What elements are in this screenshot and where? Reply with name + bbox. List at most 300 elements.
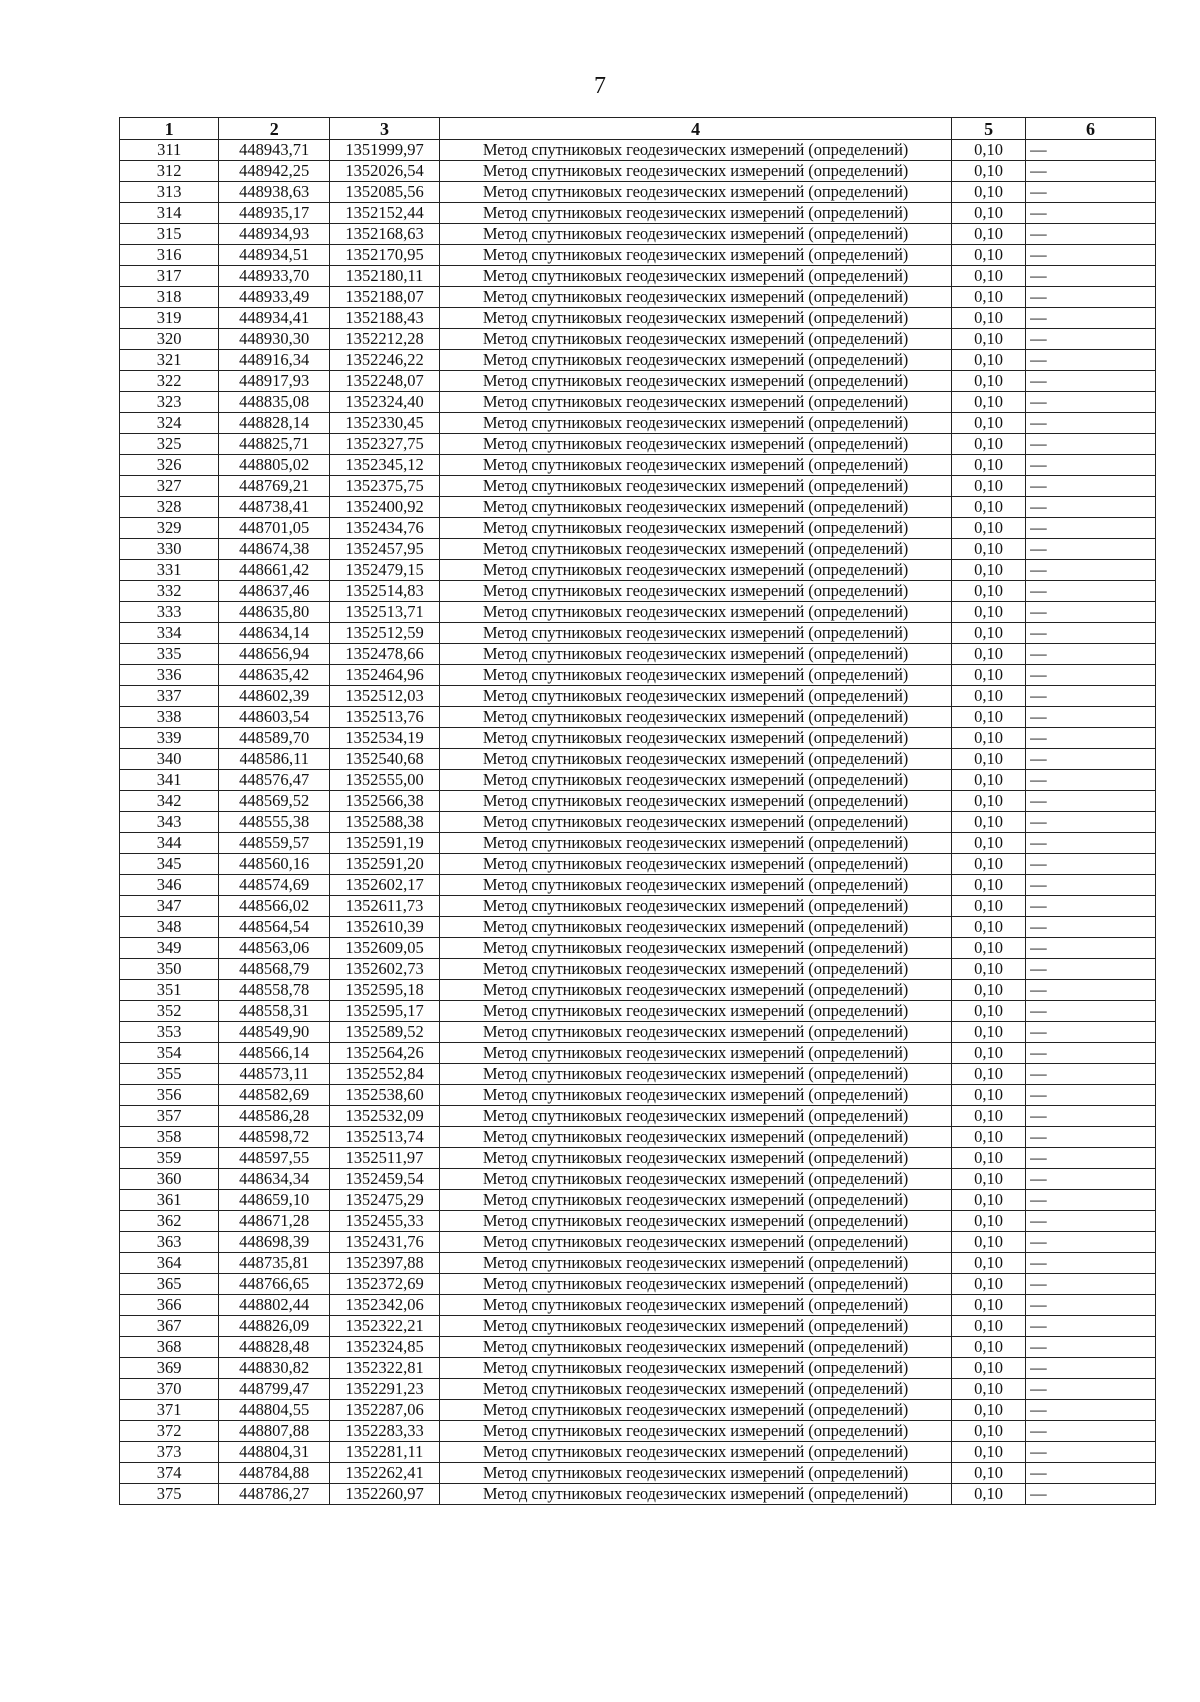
point-number-cell: 343 — [120, 812, 219, 833]
note-cell: — — [1026, 1274, 1156, 1295]
table-row — [120, 770, 1156, 791]
table-row — [120, 854, 1156, 875]
point-number-cell: 315 — [120, 224, 219, 245]
method-cell: Метод спутниковых геодезических измерений (определений) — [439, 1274, 951, 1295]
accuracy-cell: 0,10 — [952, 959, 1026, 980]
method-cell: Метод спутниковых геодезических измерений (определений) — [439, 1379, 951, 1400]
note-cell: — — [1026, 1442, 1156, 1463]
point-number-cell: 356 — [120, 1085, 219, 1106]
header-col-5: 5 — [952, 118, 1026, 140]
coordinates-table — [119, 117, 1156, 1505]
note-cell: — — [1026, 266, 1156, 287]
accuracy-cell: 0,10 — [952, 1127, 1026, 1148]
accuracy-cell: 0,10 — [952, 392, 1026, 413]
accuracy-cell: 0,10 — [952, 896, 1026, 917]
point-number-cell: 313 — [120, 182, 219, 203]
point-number-cell: 366 — [120, 1295, 219, 1316]
accuracy-cell: 0,10 — [952, 518, 1026, 539]
accuracy-cell: 0,10 — [952, 308, 1026, 329]
x-coordinate-cell: 448825,71 — [219, 434, 330, 455]
x-coordinate-cell: 448598,72 — [219, 1127, 330, 1148]
note-cell: — — [1026, 329, 1156, 350]
method-cell: Метод спутниковых геодезических измерений (определений) — [439, 1442, 951, 1463]
method-cell: Метод спутниковых геодезических измерений (определений) — [439, 665, 951, 686]
header-col-6: 6 — [1026, 118, 1156, 140]
note-cell: — — [1026, 560, 1156, 581]
accuracy-cell: 0,10 — [952, 1022, 1026, 1043]
y-coordinate-cell: 1352475,29 — [330, 1190, 440, 1211]
note-cell: — — [1026, 1001, 1156, 1022]
accuracy-cell: 0,10 — [952, 476, 1026, 497]
note-cell: — — [1026, 182, 1156, 203]
note-cell: — — [1026, 1421, 1156, 1442]
y-coordinate-cell: 1352479,15 — [330, 560, 440, 581]
point-number-cell: 360 — [120, 1169, 219, 1190]
table-row — [120, 413, 1156, 434]
accuracy-cell: 0,10 — [952, 686, 1026, 707]
note-cell: — — [1026, 728, 1156, 749]
x-coordinate-cell: 448563,06 — [219, 938, 330, 959]
x-coordinate-cell: 448933,49 — [219, 287, 330, 308]
point-number-cell: 351 — [120, 980, 219, 1001]
x-coordinate-cell: 448661,42 — [219, 560, 330, 581]
accuracy-cell: 0,10 — [952, 266, 1026, 287]
accuracy-cell: 0,10 — [952, 140, 1026, 161]
table-row — [120, 1316, 1156, 1337]
x-coordinate-cell: 448738,41 — [219, 497, 330, 518]
accuracy-cell: 0,10 — [952, 854, 1026, 875]
note-cell: — — [1026, 854, 1156, 875]
method-cell: Метод спутниковых геодезических измерений (определений) — [439, 518, 951, 539]
y-coordinate-cell: 1352564,26 — [330, 1043, 440, 1064]
point-number-cell: 353 — [120, 1022, 219, 1043]
method-cell: Метод спутниковых геодезических измерений (определений) — [439, 224, 951, 245]
accuracy-cell: 0,10 — [952, 560, 1026, 581]
method-cell: Метод спутниковых геодезических измерений (определений) — [439, 1085, 951, 1106]
table-row — [120, 518, 1156, 539]
accuracy-cell: 0,10 — [952, 644, 1026, 665]
accuracy-cell: 0,10 — [952, 1484, 1026, 1505]
accuracy-cell: 0,10 — [952, 1316, 1026, 1337]
x-coordinate-cell: 448555,38 — [219, 812, 330, 833]
y-coordinate-cell: 1352532,09 — [330, 1106, 440, 1127]
y-coordinate-cell: 1352511,97 — [330, 1148, 440, 1169]
y-coordinate-cell: 1352591,20 — [330, 854, 440, 875]
table-header — [120, 118, 1156, 140]
y-coordinate-cell: 1352324,40 — [330, 392, 440, 413]
method-cell: Метод спутниковых геодезических измерений (определений) — [439, 959, 951, 980]
table-row — [120, 938, 1156, 959]
accuracy-cell: 0,10 — [952, 770, 1026, 791]
x-coordinate-cell: 448804,55 — [219, 1400, 330, 1421]
table-row — [120, 1085, 1156, 1106]
accuracy-cell: 0,10 — [952, 245, 1026, 266]
point-number-cell: 338 — [120, 707, 219, 728]
accuracy-cell: 0,10 — [952, 1253, 1026, 1274]
y-coordinate-cell: 1352291,23 — [330, 1379, 440, 1400]
note-cell: — — [1026, 896, 1156, 917]
table-row — [120, 140, 1156, 161]
x-coordinate-cell: 448597,55 — [219, 1148, 330, 1169]
table-row — [120, 581, 1156, 602]
x-coordinate-cell: 448558,31 — [219, 1001, 330, 1022]
table-row — [120, 455, 1156, 476]
x-coordinate-cell: 448799,47 — [219, 1379, 330, 1400]
y-coordinate-cell: 1352180,11 — [330, 266, 440, 287]
point-number-cell: 333 — [120, 602, 219, 623]
accuracy-cell: 0,10 — [952, 497, 1026, 518]
method-cell: Метод спутниковых геодезических измерений (определений) — [439, 1211, 951, 1232]
x-coordinate-cell: 448942,25 — [219, 161, 330, 182]
method-cell: Метод спутниковых геодезических измерений (определений) — [439, 1169, 951, 1190]
table-row — [120, 161, 1156, 182]
point-number-cell: 336 — [120, 665, 219, 686]
table-row — [120, 896, 1156, 917]
method-cell: Метод спутниковых геодезических измерений (определений) — [439, 749, 951, 770]
method-cell: Метод спутниковых геодезических измерений (определений) — [439, 476, 951, 497]
accuracy-cell: 0,10 — [952, 602, 1026, 623]
table-row — [120, 749, 1156, 770]
accuracy-cell: 0,10 — [952, 1337, 1026, 1358]
note-cell: — — [1026, 413, 1156, 434]
y-coordinate-cell: 1352260,97 — [330, 1484, 440, 1505]
table-row — [120, 707, 1156, 728]
table-row — [120, 1127, 1156, 1148]
method-cell: Метод спутниковых геодезических измерений (определений) — [439, 308, 951, 329]
method-cell: Метод спутниковых геодезических измерений (определений) — [439, 539, 951, 560]
method-cell: Метод спутниковых геодезических измерений (определений) — [439, 182, 951, 203]
accuracy-cell: 0,10 — [952, 224, 1026, 245]
point-number-cell: 364 — [120, 1253, 219, 1274]
point-number-cell: 318 — [120, 287, 219, 308]
method-cell: Метод спутниковых геодезических измерений (определений) — [439, 371, 951, 392]
point-number-cell: 324 — [120, 413, 219, 434]
table-row — [120, 959, 1156, 980]
method-cell: Метод спутниковых геодезических измерений (определений) — [439, 980, 951, 1001]
point-number-cell: 371 — [120, 1400, 219, 1421]
x-coordinate-cell: 448558,78 — [219, 980, 330, 1001]
method-cell: Метод спутниковых геодезических измерений (определений) — [439, 392, 951, 413]
accuracy-cell: 0,10 — [952, 1358, 1026, 1379]
method-cell: Метод спутниковых геодезических измерений (определений) — [439, 245, 951, 266]
point-number-cell: 362 — [120, 1211, 219, 1232]
method-cell: Метод спутниковых геодезических измерений (определений) — [439, 875, 951, 896]
y-coordinate-cell: 1352188,43 — [330, 308, 440, 329]
x-coordinate-cell: 448930,30 — [219, 329, 330, 350]
point-number-cell: 370 — [120, 1379, 219, 1400]
point-number-cell: 325 — [120, 434, 219, 455]
x-coordinate-cell: 448805,02 — [219, 455, 330, 476]
method-cell: Метод спутниковых геодезических измерений (определений) — [439, 266, 951, 287]
note-cell: — — [1026, 350, 1156, 371]
method-cell: Метод спутниковых геодезических измерений (определений) — [439, 413, 951, 434]
accuracy-cell: 0,10 — [952, 1295, 1026, 1316]
point-number-cell: 312 — [120, 161, 219, 182]
y-coordinate-cell: 1352431,76 — [330, 1232, 440, 1253]
table-row — [120, 644, 1156, 665]
method-cell: Метод спутниковых геодезических измерений (определений) — [439, 1484, 951, 1505]
method-cell: Метод спутниковых геодезических измерений (определений) — [439, 707, 951, 728]
y-coordinate-cell: 1352555,00 — [330, 770, 440, 791]
point-number-cell: 369 — [120, 1358, 219, 1379]
x-coordinate-cell: 448566,02 — [219, 896, 330, 917]
point-number-cell: 314 — [120, 203, 219, 224]
y-coordinate-cell: 1352152,44 — [330, 203, 440, 224]
point-number-cell: 340 — [120, 749, 219, 770]
note-cell: — — [1026, 455, 1156, 476]
note-cell: — — [1026, 539, 1156, 560]
x-coordinate-cell: 448769,21 — [219, 476, 330, 497]
table-row — [120, 266, 1156, 287]
point-number-cell: 320 — [120, 329, 219, 350]
y-coordinate-cell: 1352540,68 — [330, 749, 440, 770]
method-cell: Метод спутниковых геодезических измерений (определений) — [439, 140, 951, 161]
point-number-cell: 337 — [120, 686, 219, 707]
x-coordinate-cell: 448549,90 — [219, 1022, 330, 1043]
accuracy-cell: 0,10 — [952, 1169, 1026, 1190]
y-coordinate-cell: 1352610,39 — [330, 917, 440, 938]
x-coordinate-cell: 448586,11 — [219, 749, 330, 770]
table-row — [120, 182, 1156, 203]
accuracy-cell: 0,10 — [952, 371, 1026, 392]
x-coordinate-cell: 448935,17 — [219, 203, 330, 224]
y-coordinate-cell: 1352595,17 — [330, 1001, 440, 1022]
note-cell: — — [1026, 812, 1156, 833]
table-row — [120, 1190, 1156, 1211]
table-row — [120, 350, 1156, 371]
x-coordinate-cell: 448637,46 — [219, 581, 330, 602]
method-cell: Метод спутниковых геодезических измерений (определений) — [439, 350, 951, 371]
accuracy-cell: 0,10 — [952, 413, 1026, 434]
accuracy-cell: 0,10 — [952, 875, 1026, 896]
table-row — [120, 1169, 1156, 1190]
note-cell: — — [1026, 791, 1156, 812]
header-col-4: 4 — [439, 118, 951, 140]
table-row — [120, 1001, 1156, 1022]
x-coordinate-cell: 448573,11 — [219, 1064, 330, 1085]
table-row — [120, 1064, 1156, 1085]
table-row — [120, 1295, 1156, 1316]
point-number-cell: 317 — [120, 266, 219, 287]
x-coordinate-cell: 448701,05 — [219, 518, 330, 539]
method-cell: Метод спутниковых геодезических измерений (определений) — [439, 1253, 951, 1274]
method-cell: Метод спутниковых геодезических измерений (определений) — [439, 917, 951, 938]
x-coordinate-cell: 448659,10 — [219, 1190, 330, 1211]
y-coordinate-cell: 1352324,85 — [330, 1337, 440, 1358]
table-row — [120, 686, 1156, 707]
note-cell: — — [1026, 308, 1156, 329]
x-coordinate-cell: 448828,14 — [219, 413, 330, 434]
table-row — [120, 1274, 1156, 1295]
note-cell: — — [1026, 938, 1156, 959]
note-cell: — — [1026, 1253, 1156, 1274]
method-cell: Метод спутниковых геодезических измерений (определений) — [439, 287, 951, 308]
accuracy-cell: 0,10 — [952, 161, 1026, 182]
point-number-cell: 331 — [120, 560, 219, 581]
x-coordinate-cell: 448807,88 — [219, 1421, 330, 1442]
point-number-cell: 319 — [120, 308, 219, 329]
note-cell: — — [1026, 1211, 1156, 1232]
accuracy-cell: 0,10 — [952, 1400, 1026, 1421]
table-row — [120, 665, 1156, 686]
accuracy-cell: 0,10 — [952, 287, 1026, 308]
table-row — [120, 1043, 1156, 1064]
point-number-cell: 339 — [120, 728, 219, 749]
y-coordinate-cell: 1352589,52 — [330, 1022, 440, 1043]
method-cell: Метод спутниковых геодезических измерений (определений) — [439, 1127, 951, 1148]
table-row — [120, 1400, 1156, 1421]
note-cell: — — [1026, 1463, 1156, 1484]
point-number-cell: 349 — [120, 938, 219, 959]
y-coordinate-cell: 1352512,59 — [330, 623, 440, 644]
x-coordinate-cell: 448917,93 — [219, 371, 330, 392]
x-coordinate-cell: 448943,71 — [219, 140, 330, 161]
y-coordinate-cell: 1352478,66 — [330, 644, 440, 665]
header-col-1: 1 — [120, 118, 219, 140]
x-coordinate-cell: 448564,54 — [219, 917, 330, 938]
method-cell: Метод спутниковых геодезических измерений (определений) — [439, 1400, 951, 1421]
y-coordinate-cell: 1352534,19 — [330, 728, 440, 749]
accuracy-cell: 0,10 — [952, 329, 1026, 350]
note-cell: — — [1026, 833, 1156, 854]
method-cell: Метод спутниковых геодезических измерений (определений) — [439, 1232, 951, 1253]
x-coordinate-cell: 448634,34 — [219, 1169, 330, 1190]
point-number-cell: 347 — [120, 896, 219, 917]
point-number-cell: 352 — [120, 1001, 219, 1022]
y-coordinate-cell: 1352514,83 — [330, 581, 440, 602]
y-coordinate-cell: 1352591,19 — [330, 833, 440, 854]
header-row — [120, 118, 1156, 140]
point-number-cell: 361 — [120, 1190, 219, 1211]
method-cell: Метод спутниковых геодезических измерений (определений) — [439, 1148, 951, 1169]
method-cell: Метод спутниковых геодезических измерений (определений) — [439, 644, 951, 665]
method-cell: Метод спутниковых геодезических измерений (определений) — [439, 812, 951, 833]
note-cell: — — [1026, 140, 1156, 161]
note-cell: — — [1026, 1337, 1156, 1358]
note-cell: — — [1026, 602, 1156, 623]
method-cell: Метод спутниковых геодезических измерений (определений) — [439, 1043, 951, 1064]
x-coordinate-cell: 448582,69 — [219, 1085, 330, 1106]
table-row — [120, 1337, 1156, 1358]
x-coordinate-cell: 448568,79 — [219, 959, 330, 980]
note-cell: — — [1026, 623, 1156, 644]
y-coordinate-cell: 1352248,07 — [330, 371, 440, 392]
y-coordinate-cell: 1352322,21 — [330, 1316, 440, 1337]
accuracy-cell: 0,10 — [952, 455, 1026, 476]
x-coordinate-cell: 448766,65 — [219, 1274, 330, 1295]
y-coordinate-cell: 1352602,17 — [330, 875, 440, 896]
table-body — [120, 140, 1156, 1505]
point-number-cell: 322 — [120, 371, 219, 392]
point-number-cell: 323 — [120, 392, 219, 413]
table-row — [120, 371, 1156, 392]
x-coordinate-cell: 448671,28 — [219, 1211, 330, 1232]
accuracy-cell: 0,10 — [952, 623, 1026, 644]
method-cell: Метод спутниковых геодезических измерений (определений) — [439, 1316, 951, 1337]
y-coordinate-cell: 1352170,95 — [330, 245, 440, 266]
y-coordinate-cell: 1352372,69 — [330, 1274, 440, 1295]
point-number-cell: 359 — [120, 1148, 219, 1169]
note-cell: — — [1026, 707, 1156, 728]
method-cell: Метод спутниковых геодезических измерений (определений) — [439, 1064, 951, 1085]
y-coordinate-cell: 1352552,84 — [330, 1064, 440, 1085]
x-coordinate-cell: 448635,42 — [219, 665, 330, 686]
x-coordinate-cell: 448589,70 — [219, 728, 330, 749]
y-coordinate-cell: 1352512,03 — [330, 686, 440, 707]
table-row — [120, 1379, 1156, 1400]
y-coordinate-cell: 1352566,38 — [330, 791, 440, 812]
x-coordinate-cell: 448586,28 — [219, 1106, 330, 1127]
method-cell: Метод спутниковых геодезических измерений (определений) — [439, 770, 951, 791]
table-row — [120, 1106, 1156, 1127]
y-coordinate-cell: 1351999,97 — [330, 140, 440, 161]
table-row — [120, 833, 1156, 854]
y-coordinate-cell: 1352400,92 — [330, 497, 440, 518]
table-row — [120, 392, 1156, 413]
y-coordinate-cell: 1352212,28 — [330, 329, 440, 350]
note-cell: — — [1026, 1316, 1156, 1337]
x-coordinate-cell: 448635,80 — [219, 602, 330, 623]
accuracy-cell: 0,10 — [952, 791, 1026, 812]
x-coordinate-cell: 448828,48 — [219, 1337, 330, 1358]
method-cell: Метод спутниковых геодезических измерений (определений) — [439, 1001, 951, 1022]
note-cell: — — [1026, 203, 1156, 224]
table-row — [120, 1211, 1156, 1232]
table-row — [120, 1421, 1156, 1442]
point-number-cell: 348 — [120, 917, 219, 938]
x-coordinate-cell: 448786,27 — [219, 1484, 330, 1505]
table-row — [120, 917, 1156, 938]
y-coordinate-cell: 1352262,41 — [330, 1463, 440, 1484]
accuracy-cell: 0,10 — [952, 350, 1026, 371]
accuracy-cell: 0,10 — [952, 539, 1026, 560]
x-coordinate-cell: 448566,14 — [219, 1043, 330, 1064]
table-row — [120, 434, 1156, 455]
point-number-cell: 363 — [120, 1232, 219, 1253]
point-number-cell: 350 — [120, 959, 219, 980]
x-coordinate-cell: 448656,94 — [219, 644, 330, 665]
accuracy-cell: 0,10 — [952, 203, 1026, 224]
accuracy-cell: 0,10 — [952, 917, 1026, 938]
y-coordinate-cell: 1352434,76 — [330, 518, 440, 539]
note-cell: — — [1026, 497, 1156, 518]
method-cell: Метод спутниковых геодезических измерений (определений) — [439, 497, 951, 518]
x-coordinate-cell: 448934,93 — [219, 224, 330, 245]
table-row — [120, 812, 1156, 833]
method-cell: Метод спутниковых геодезических измерений (определений) — [439, 728, 951, 749]
point-number-cell: 373 — [120, 1442, 219, 1463]
x-coordinate-cell: 448835,08 — [219, 392, 330, 413]
method-cell: Метод спутниковых геодезических измерений (определений) — [439, 1421, 951, 1442]
note-cell: — — [1026, 1022, 1156, 1043]
note-cell: — — [1026, 1106, 1156, 1127]
y-coordinate-cell: 1352538,60 — [330, 1085, 440, 1106]
accuracy-cell: 0,10 — [952, 1211, 1026, 1232]
method-cell: Метод спутниковых геодезических измерений (определений) — [439, 329, 951, 350]
point-number-cell: 330 — [120, 539, 219, 560]
point-number-cell: 367 — [120, 1316, 219, 1337]
point-number-cell: 334 — [120, 623, 219, 644]
x-coordinate-cell: 448934,41 — [219, 308, 330, 329]
point-number-cell: 375 — [120, 1484, 219, 1505]
point-number-cell: 342 — [120, 791, 219, 812]
point-number-cell: 374 — [120, 1463, 219, 1484]
table-row — [120, 1463, 1156, 1484]
y-coordinate-cell: 1352246,22 — [330, 350, 440, 371]
y-coordinate-cell: 1352188,07 — [330, 287, 440, 308]
point-number-cell: 365 — [120, 1274, 219, 1295]
x-coordinate-cell: 448804,31 — [219, 1442, 330, 1463]
